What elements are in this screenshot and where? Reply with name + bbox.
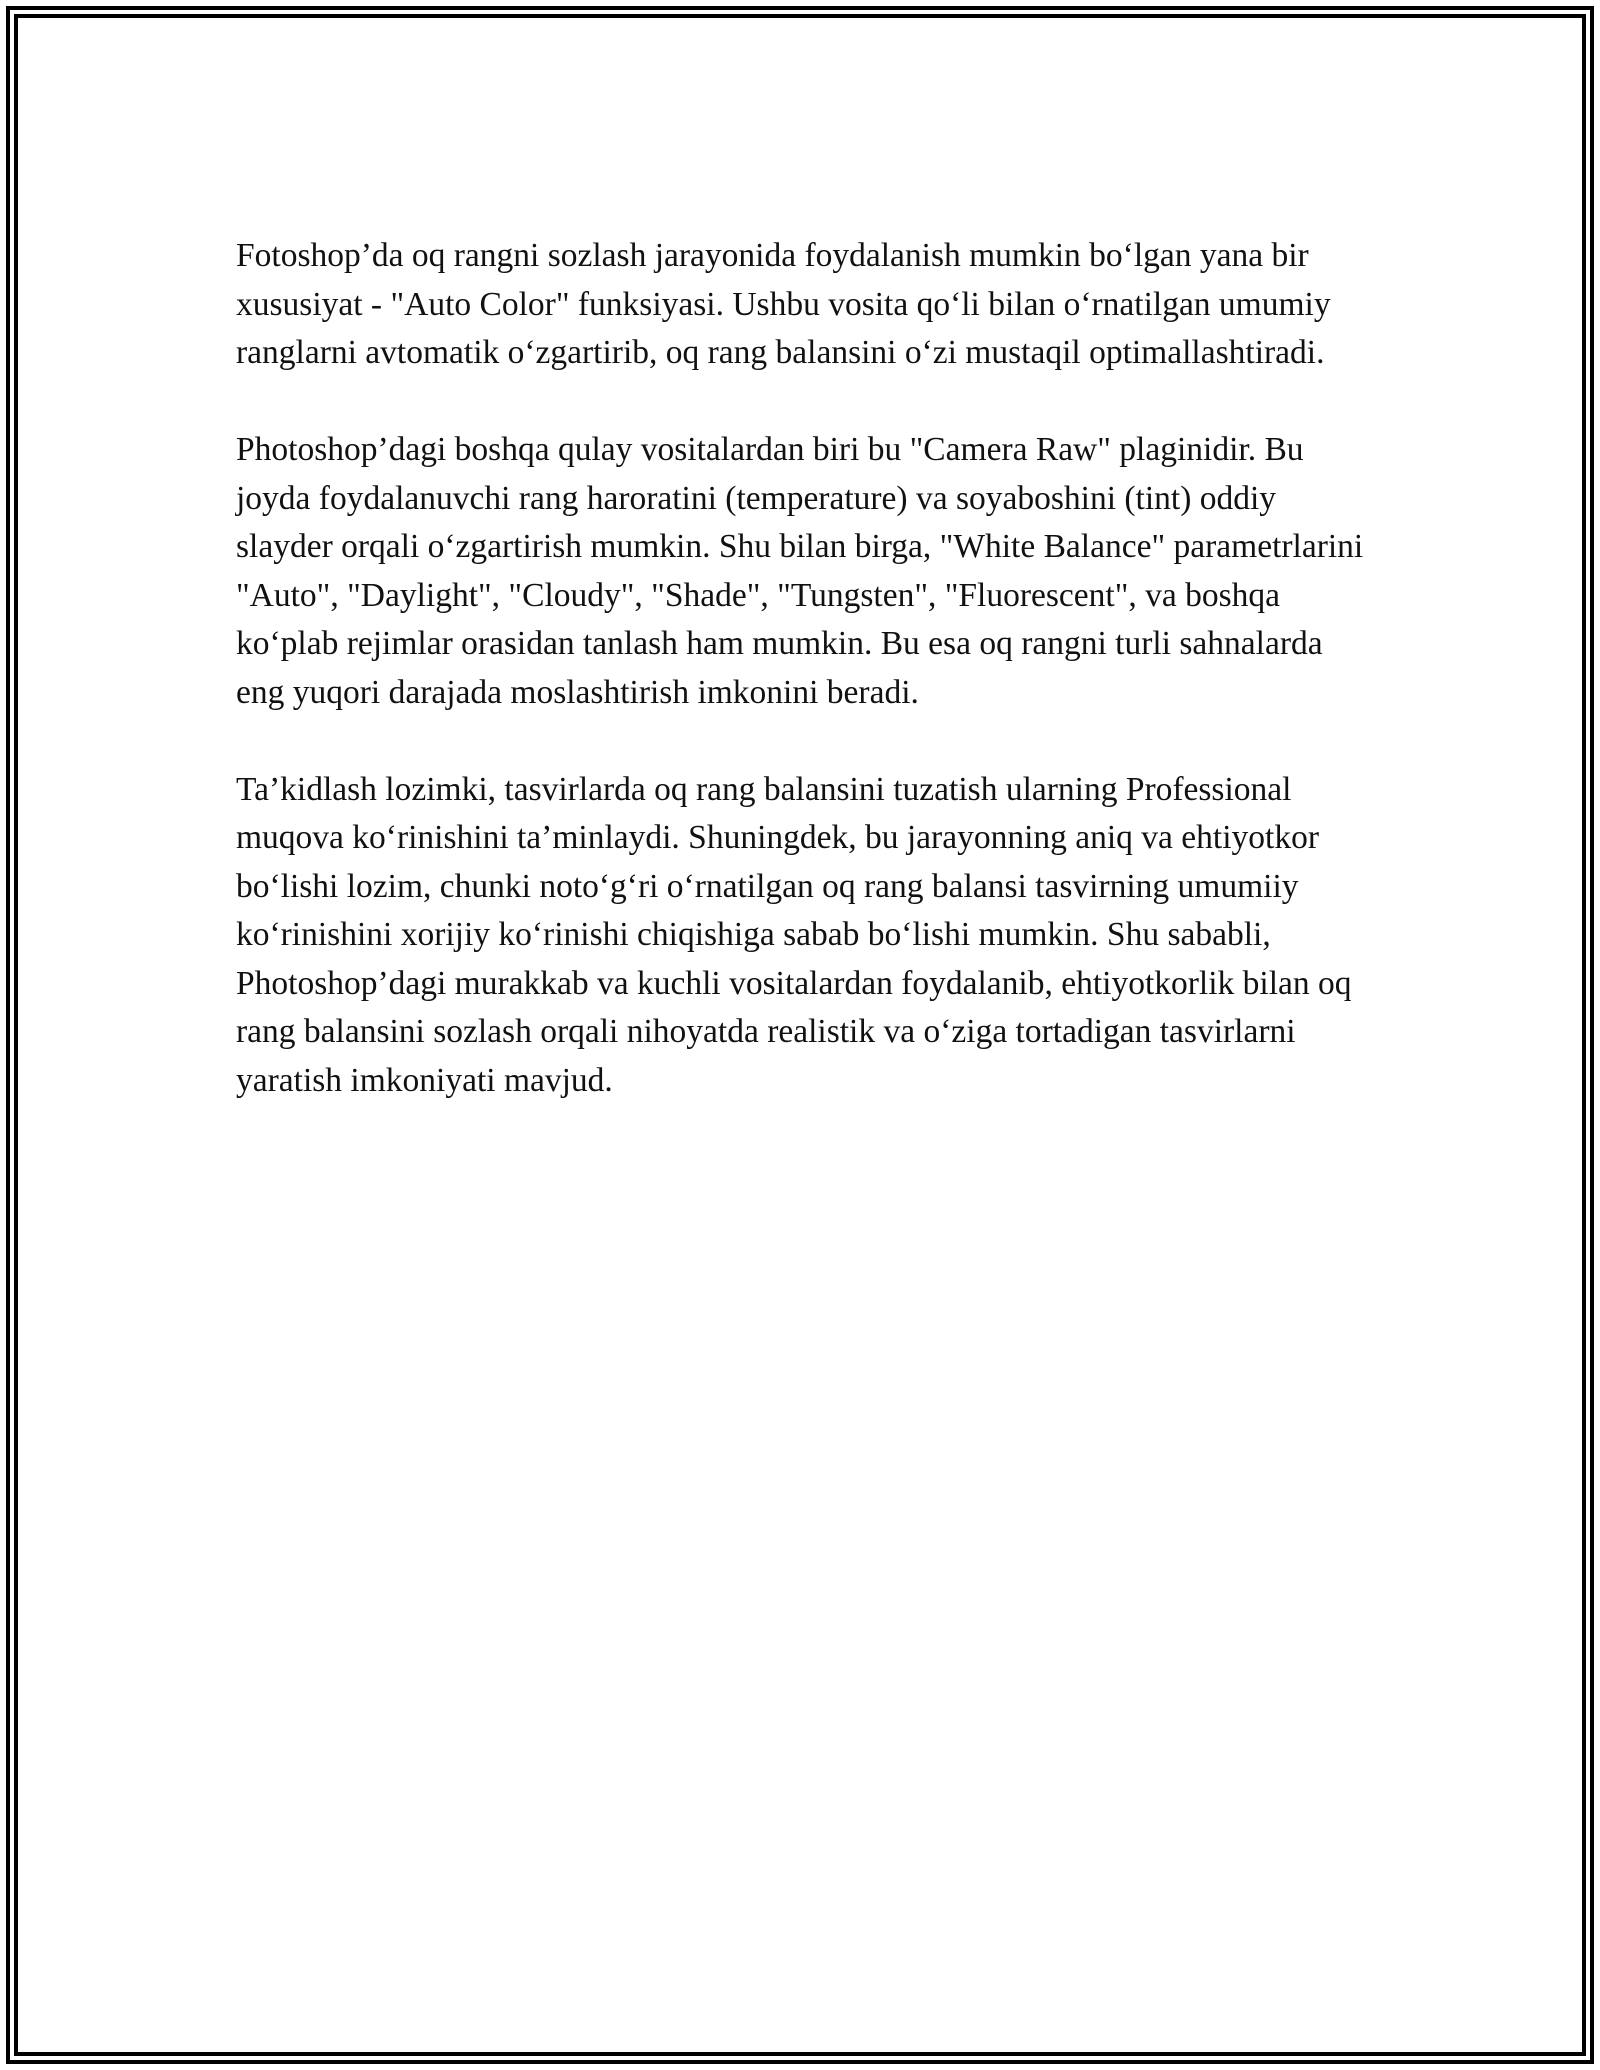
paragraph-camera-raw: Photoshop’dagi boshqa qulay vositalardan biri bu "Camera Raw" plaginidir. Bu joyda foydalanuvchi rang haroratini (temperature) va soyaboshini (tint) oddiy slayder orqali o‘zgartirish mumkin. Shu bilan birga, "White Balance" parametrlarini "Auto", "Daylight", "Cloudy", "Shade", "Tungsten", "Fluorescent", va boshqa ko‘plab rejimlar orasidan tanlash ham mumkin. Bu esa oq rangni turli sahnalarda eng yuqori darajada moslashtirish imkonini beradi.: [236, 431, 1364, 711]
paragraph-auto-color: Fotoshop’da oq rangni sozlash jarayonida foydalanish mumkin bo‘lgan yana bir xususiyat - "Auto Color" funksiyasi. Ushbu vosita qo‘li bilan o‘rnatilgan umumiy ranglarni avtomatik o‘zgartirib, oq rang balansini o‘zi mustaqil optimallashtiradi.: [236, 237, 1331, 371]
paragraph-conclusion: Ta’kidlash lozimki, tasvirlarda oq rang balansini tuzatish ularning Professional muqova ko‘rinishini ta’minlaydi. Shuningdek, bu jarayonning aniq va ehtiyotkor bo‘lishi lozim, chunki noto‘g‘ri o‘rnatilgan oq rang balansi tasvirning umumiiy ko‘rinishini xorijiy ko‘rinishi chiqishiga sabab bo‘lishi mumkin. Shu sababli, Photoshop’dagi murakkab va kuchli vositalardan foydalanib, ehtiyotkorlik bilan oq rang balansini sozlash orqali nihoyatda realistik va o‘ziga tortadigan tasvirlarni yaratish imkoniyati mavjud.: [236, 770, 1352, 1099]
document-body: [236, 232, 1366, 1154]
